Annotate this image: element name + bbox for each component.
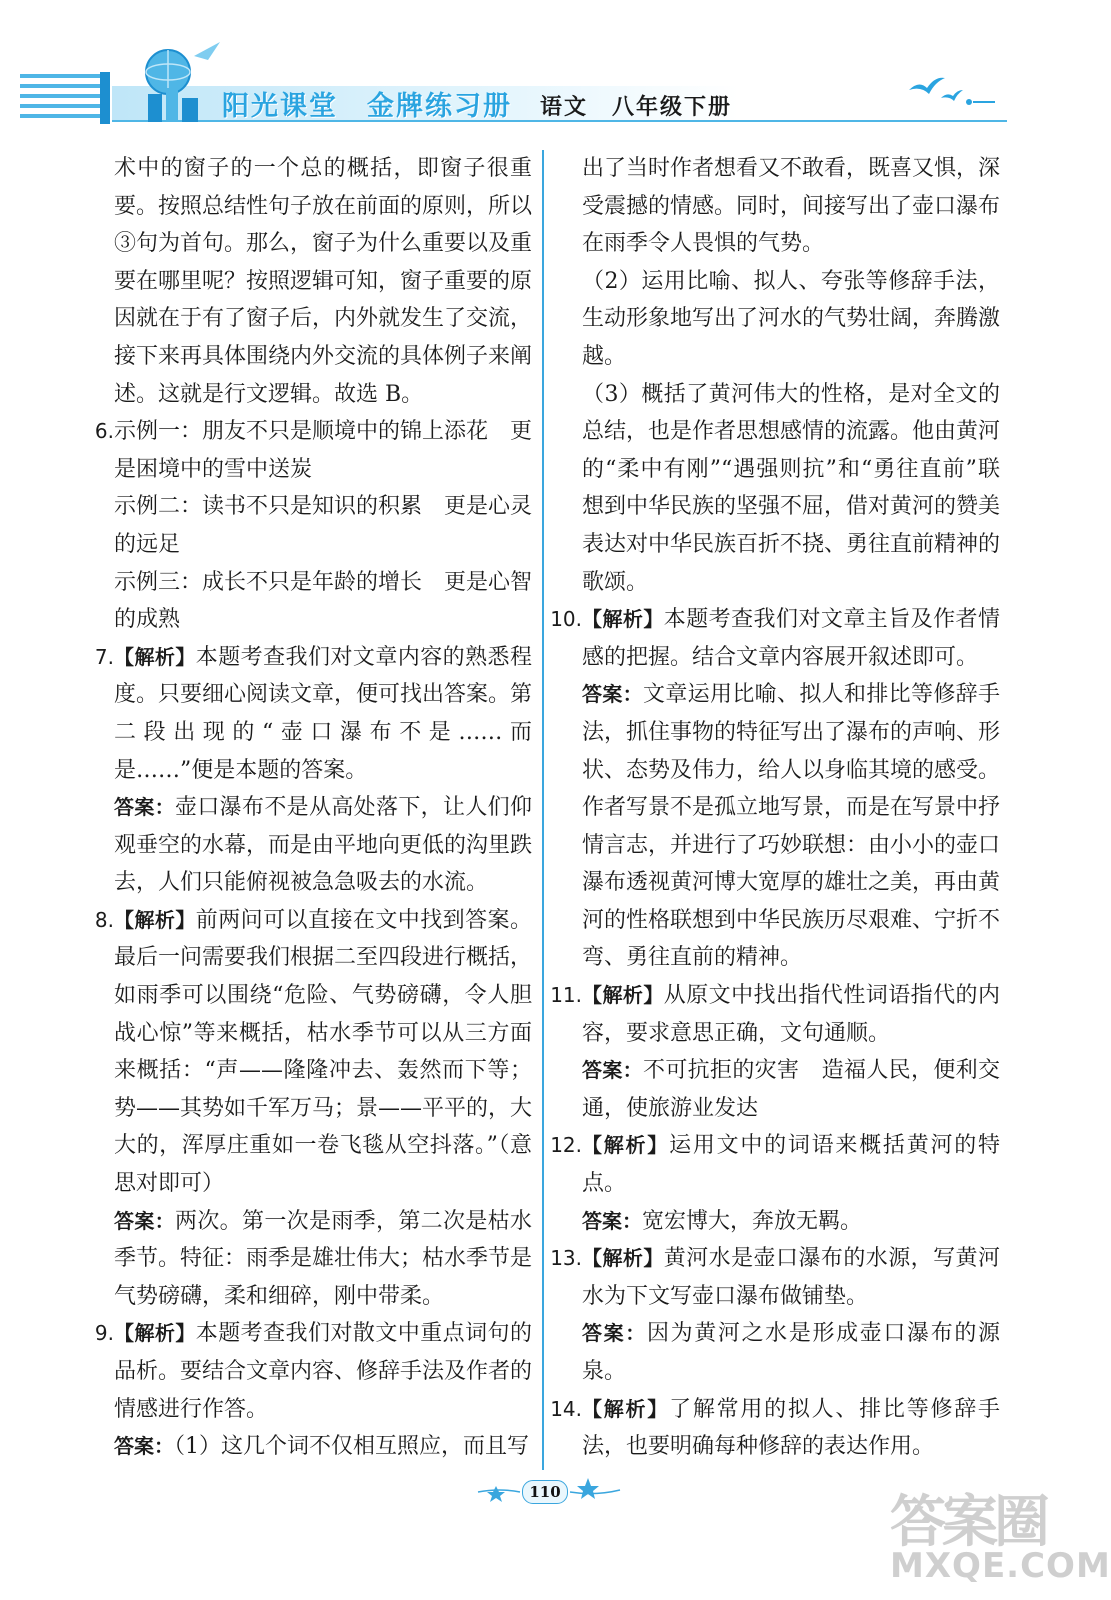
analysis-text: 黄河水是壶口瀑布的水源，写黄河水为下文写壶口瀑布做铺垫。 — [582, 1246, 1000, 1309]
analysis-text: 了解常用的拟人、排比等修辞手法，也要明确每种修辞的表达作用。 — [582, 1396, 1000, 1460]
question-number: 8. — [94, 907, 114, 932]
birds-icon — [905, 68, 997, 116]
answer-label: 答案： — [582, 1321, 647, 1346]
answer-label: 答案： — [114, 1208, 175, 1233]
answer-text: 宽宏博大，奔放无羁。 — [642, 1208, 863, 1234]
analysis-text: 本题考查我们对散文中重点词句的品析。要结合文章内容、修辞手法及作者的情感进行作答。 — [114, 1321, 533, 1422]
subject-title: 语文 八年级下册 — [540, 95, 733, 120]
globe-logo-icon — [128, 38, 224, 126]
answer-text: 文章运用比喻、拟人和排比等修辞手法，抓住事物的特征写出了瀑布的声响、形状、态势及伟力，给人以身临其境的感受。作者写景不是孤立地写景，而是在写景中抒情言志，并进行了巧妙联想：由小小的壶口瀑布透视黄河博大宽厚的雄壮之美，再由黄河的性格联想到中华民族历尽艰难、宁折不弯、勇往直前的精神。 — [582, 682, 1001, 971]
analysis-tag: 【解析】 — [114, 644, 196, 669]
series-title: 阳光课堂 金牌练习册 — [222, 91, 512, 122]
question-number: 6. — [94, 419, 114, 444]
question-9 — [88, 1315, 532, 1428]
analysis-text: 从原文中找出指代性词语指代的内容，要求意思正确，文句通顺。 — [582, 983, 1000, 1046]
analysis-tag: 【解析】 — [582, 607, 664, 632]
question-10 — [550, 601, 1000, 676]
answer-9 — [88, 1428, 532, 1466]
analysis-tag: 【解析】 — [582, 1133, 670, 1158]
answer-label: 答案： — [582, 1058, 643, 1083]
question-number: 13. — [550, 1246, 582, 1271]
question-number: 10. — [550, 607, 582, 632]
answer-13 — [556, 1315, 1000, 1390]
analysis-text: 本题考查我们对文章主旨及作者情感的把握。结合文章内容展开叙述即可。 — [582, 607, 1000, 670]
answer-text: （1）这几个词不仅相互照应，而且写 — [174, 1434, 529, 1460]
question-8 — [88, 902, 532, 1203]
question-6 — [88, 413, 532, 488]
question-13 — [550, 1240, 1000, 1315]
answer-12 — [556, 1203, 1000, 1241]
question-number: 7. — [94, 644, 114, 669]
analysis-text: 运用文中的词语来概括黄河的特点。 — [582, 1133, 1000, 1197]
answer-9-part-3: （3）概括了黄河伟大的性格，是对全文的总结，也是作者思想感情的流露。他由黄河的“柔中有刚”“遇强则抗”和“勇往直前”联想到中华民族的坚强不屈，借对黄河的赞美表达对中华民族百折不挠、勇往直前精神的歌颂。 — [582, 381, 1001, 595]
answer-8 — [88, 1203, 532, 1316]
question-14 — [550, 1391, 1000, 1466]
watermark-logo: 答案圈 — [890, 1490, 1046, 1555]
question-number: 9. — [94, 1321, 114, 1346]
analysis-tag: 【解析】 — [582, 1396, 670, 1421]
question-11 — [550, 977, 1000, 1052]
answer-label: 答案： — [114, 1434, 174, 1459]
question-number: 14. — [550, 1396, 582, 1421]
analysis-text: 本题考查我们对文章内容的熟悉程度。只要细心阅读文章，便可找出答案。第二段出现的“壶口瀑布不是……而是……”便是本题的答案。 — [114, 644, 533, 783]
analysis-tag: 【解析】 — [582, 1246, 664, 1271]
answer-text: 两次。第一次是雨季，第二次是枯水季节。特征：雨季是雄壮伟大；枯水季节是气势磅礴，柔和细碎，刚中带柔。 — [114, 1208, 533, 1309]
analysis-tag: 【解析】 — [114, 1321, 196, 1346]
header-stripes — [20, 74, 100, 124]
question-number: 11. — [550, 983, 582, 1008]
paragraph: 术中的窗子的一个总的概括，即窗子很重要。按照总结性句子放在前面的原则，所以③句为首句。那么，窗子为什么重要以及重要在哪里呢？按照逻辑可知，窗子重要的原因就在于有了窗子后，内外就发生了交流，接下来再具体围绕内外交流的具体例子来阐述。这就是行文逻辑。故选 B。 — [114, 156, 533, 407]
right-column — [550, 150, 1001, 1466]
left-column — [88, 150, 532, 1466]
watermark — [880, 1478, 1111, 1590]
answer-text: 因为黄河之水是形成壶口瀑布的源泉。 — [582, 1321, 1001, 1384]
answer-label: 答案： — [582, 682, 643, 707]
analysis-text: 前两问可以直接在文中找到答案。最后一问需要我们根据二至四段进行概括，如雨季可以围绕“危险、气势磅礴，令人胆战心惊”等来概括，枯水季节可以从三方面来概括：“声——隆隆冲去、轰然而下等；势——其势如千军万马；景——平平的，大大的，浑厚庄重如一卷飞毯从空抖落。”（意思对即可） — [114, 907, 533, 1197]
page-header — [0, 0, 1083, 140]
answer-label: 答案： — [114, 795, 175, 820]
answer-9-continued: 出了当时作者想看又不敢看，既喜又惧，深受震撼的情感。同时，间接写出了壶口瀑布在雨季令人畏惧的气势。 — [582, 156, 1001, 257]
analysis-tag: 【解析】 — [114, 907, 196, 932]
example-2: 示例二：读书不只是知识的积累 更是心灵的远足 — [114, 494, 533, 557]
answer-11 — [556, 1052, 1000, 1127]
question-number: 12. — [550, 1133, 582, 1158]
page-number: 110 — [522, 1480, 568, 1504]
answer-7 — [88, 789, 532, 902]
answer-10 — [556, 676, 1000, 977]
answer-text: 壶口瀑布不是从高处落下，让人们仰观垂空的水幕，而是由平地向更低的沟里跌去，人们只能俯视被急急吸去的水流。 — [114, 795, 533, 896]
analysis-tag: 【解析】 — [582, 983, 664, 1008]
answer-9-part-2: （2）运用比喻、拟人、夸张等修辞手法，生动形象地写出了河水的气势壮阔，奔腾激越。 — [582, 268, 1001, 369]
question-text: 示例一：朋友不只是顺境中的锦上添花 更是困境中的雪中送炭 — [114, 419, 533, 482]
question-12 — [550, 1127, 1000, 1202]
answer-label: 答案： — [582, 1208, 642, 1233]
page-footer — [470, 1470, 630, 1510]
watermark-url: MXQE.COM — [890, 1546, 1111, 1586]
example-3: 示例三：成长不只是年龄的增长 更是心智的成熟 — [114, 569, 533, 633]
answer-text: 不可抗拒的灾害 造福人民，便利交通，使旅游业发达 — [582, 1058, 1000, 1121]
header-block — [100, 72, 110, 124]
question-7 — [88, 639, 532, 789]
